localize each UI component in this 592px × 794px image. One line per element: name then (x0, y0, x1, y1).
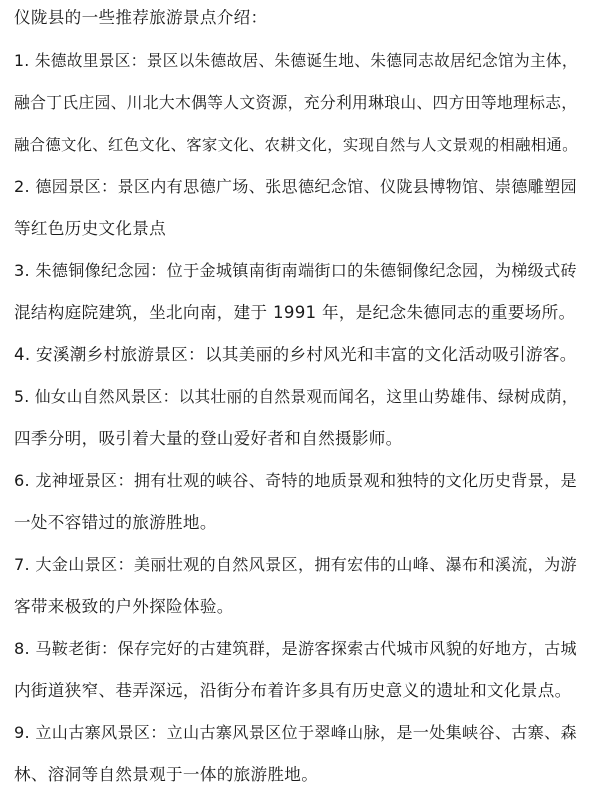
intro-text: 仪陇县的一些推荐旅游景点介绍： (14, 8, 268, 27)
item-1-line-1: 1. 朱德故里景区：景区以朱德故居、朱德诞生地、朱德同志故居纪念馆为主体， (14, 51, 578, 70)
item-7-line-1: 7. 大金山景区：美丽壮观的自然风景区，拥有宏伟的山峰、瀑布和溪流，为游 (14, 555, 577, 574)
item-8-line-1: 8. 马鞍老街：保存完好的古建筑群，是游客探索古代城市风貌的好地方，古城 (14, 639, 577, 658)
item-6-line-1: 6. 龙神垭景区：拥有壮观的峡谷、奇特的地质景观和独特的文化历史背景，是 (14, 471, 577, 490)
item-5-line-1: 5. 仙女山自然风景区：以其壮丽的自然景观而闻名，这里山势雄伟、绿树成荫， (14, 387, 578, 406)
item-2-line-2: 等红色历史文化景点 (14, 219, 167, 238)
item-2-line-1: 2. 德园景区：景区内有思德广场、张思德纪念馆、仪陇县博物馆、崇德雕塑园 (14, 177, 577, 196)
item-4-line-1: 4. 安溪潮乡村旅游景区：以其美丽的乡村风光和丰富的文化活动吸引游客。 (14, 345, 577, 364)
item-1-line-3: 融合德文化、红色文化、客家文化、农耕文化，实现自然与人文景观的相融相通。 (14, 136, 578, 154)
item-8-line-2: 内街道狭窄、巷弄深远，沿街分布着许多具有历史意义的遗址和文化景点。 (14, 681, 572, 700)
item-6-line-2: 一处不容错过的旅游胜地。 (14, 513, 217, 532)
item-3-line-2: 混结构庭院建筑，坐北向南，建于 1991 年，是纪念朱德同志的重要场所。 (14, 303, 576, 322)
item-1-line-2: 融合丁氏庄园、川北大木偶等人文资源，充分利用琳琅山、四方田等地理标志， (14, 93, 578, 112)
item-7-line-2: 客带来极致的户外探险体验。 (14, 597, 234, 616)
item-3-line-1: 3. 朱德铜像纪念园：位于金城镇南街南端街口的朱德铜像纪念园，为梯级式砖 (14, 261, 577, 280)
item-9-line-2: 林、溶洞等自然景观于一体的旅游胜地。 (14, 765, 319, 784)
item-5-line-2: 四季分明，吸引着大量的登山爱好者和自然摄影师。 (14, 429, 403, 448)
item-9-line-1: 9. 立山古寨风景区：立山古寨风景区位于翠峰山脉，是一处集峡谷、古寨、森 (14, 723, 577, 742)
